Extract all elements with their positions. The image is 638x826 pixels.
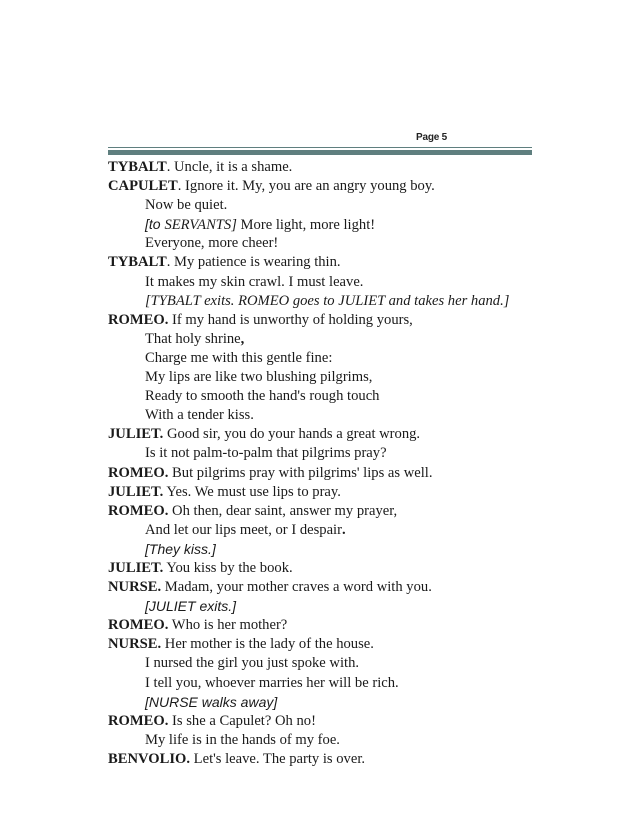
speaker-name: JULIET. xyxy=(108,426,164,443)
speaker-name: ROMEO. xyxy=(108,712,169,729)
line-text: Oh then, dear saint, answer my prayer, xyxy=(168,502,398,519)
line-text: Now be quiet. xyxy=(145,197,228,214)
speaker-name: JULIET. xyxy=(108,483,164,500)
line-text: And let our lips meet, or I despair xyxy=(145,521,342,538)
speaker-name: BENVOLIO. xyxy=(108,750,191,767)
dialogue-continuation xyxy=(108,196,532,215)
speaker-name: ROMEO. xyxy=(108,617,169,634)
line-text: My lips are like two blushing pilgrims, xyxy=(145,369,373,386)
dialogue-continuation xyxy=(108,234,532,253)
dialogue-continuation xyxy=(108,330,532,349)
line-text: Good sir, you do your hands a great wrong. xyxy=(163,426,421,443)
dialogue-continuation xyxy=(108,215,532,234)
page-number: Page 5 xyxy=(416,132,448,143)
line-text: Madam, your mother craves a word with you. xyxy=(161,579,432,596)
stage-direction xyxy=(108,597,532,616)
dialogue-line xyxy=(108,253,532,272)
dialogue-line xyxy=(108,464,532,483)
line-text: You kiss by the book. xyxy=(163,559,293,576)
stage-direction-text: [JULIET exits.] xyxy=(145,598,237,615)
header-rule-thick xyxy=(108,150,532,155)
dialogue-continuation xyxy=(108,387,532,406)
stage-direction-text: [TYBALT exits. ROMEO goes to JULIET and takes her hand.] xyxy=(145,292,510,309)
speaker-name: NURSE. xyxy=(108,579,162,596)
dialogue-continuation xyxy=(108,654,532,673)
header-rule-thin xyxy=(108,147,532,148)
speaker-name: TYBALT xyxy=(108,254,167,271)
dialogue-line xyxy=(108,616,532,635)
speaker-name: ROMEO. xyxy=(108,464,169,481)
speaker-name: CAPULET xyxy=(108,178,178,195)
line-text: My life is in the hands of my foe. xyxy=(145,731,340,748)
line-text: Is she a Capulet? Oh no! xyxy=(168,712,316,729)
speaker-name: ROMEO. xyxy=(108,502,169,519)
dialogue-continuation xyxy=(108,731,532,750)
line-punctuation: . xyxy=(341,521,346,538)
line-text: Is it not palm-to-palm that pilgrims pray? xyxy=(145,445,387,462)
line-text: If my hand is unworthy of holding yours, xyxy=(168,311,413,328)
line-text: I tell you, whoever marries her will be rich. xyxy=(145,674,399,691)
speaker-name: ROMEO. xyxy=(108,311,169,328)
dialogue-continuation xyxy=(108,674,532,693)
stage-direction-text: [NURSE walks away] xyxy=(145,693,278,710)
line-text: Charge me with this gentle fine: xyxy=(145,349,333,366)
dialogue-line xyxy=(108,483,532,502)
line-text: With a tender kiss. xyxy=(145,407,254,424)
line-text: Everyone, more cheer! xyxy=(145,235,279,252)
dialogue-continuation xyxy=(108,406,532,425)
dialogue-continuation xyxy=(108,368,532,387)
dialogue-line xyxy=(108,635,532,654)
dialogue-line xyxy=(108,177,532,196)
line-text: . Ignore it. My, you are an angry young boy. xyxy=(177,178,435,195)
stage-direction-open: [to xyxy=(145,216,165,233)
line-text: Who is her mother? xyxy=(168,617,288,634)
dialogue-continuation xyxy=(108,521,532,540)
dialogue-line xyxy=(108,158,532,177)
stage-direction-text: [They kiss.] xyxy=(145,540,216,557)
line-text: Her mother is the lady of the house. xyxy=(161,636,374,653)
line-punctuation: , xyxy=(240,330,245,347)
line-text: But pilgrims pray with pilgrims' lips as well. xyxy=(168,464,433,481)
line-text: I nursed the girl you just spoke with. xyxy=(145,655,360,672)
stage-direction xyxy=(108,693,532,712)
line-text: Yes. We must use lips to pray. xyxy=(163,483,341,500)
line-text: Let's leave. The party is over. xyxy=(190,750,366,767)
dialogue-continuation xyxy=(108,444,532,463)
dialogue-line xyxy=(108,311,532,330)
dialogue-line xyxy=(108,750,532,769)
line-text: It makes my skin crawl. I must leave. xyxy=(145,273,364,290)
speaker-name: JULIET. xyxy=(108,559,164,576)
line-text: . My patience is wearing thin. xyxy=(166,254,341,271)
line-text: More light, more light! xyxy=(236,217,376,234)
line-text: . Uncle, it is a shame. xyxy=(166,159,293,175)
script-body xyxy=(108,158,532,769)
dialogue-line xyxy=(108,425,532,444)
dialogue-line xyxy=(108,502,532,521)
speaker-name: NURSE. xyxy=(108,636,162,653)
dialogue-continuation xyxy=(108,273,532,292)
line-text: That holy shrine xyxy=(145,330,241,347)
line-text: Ready to smooth the hand's rough touch xyxy=(145,388,380,405)
stage-direction xyxy=(108,292,532,311)
dialogue-line xyxy=(108,712,532,731)
stage-direction-target: SERVANTS] xyxy=(164,217,237,234)
speaker-name: TYBALT xyxy=(108,159,167,175)
dialogue-continuation xyxy=(108,349,532,368)
dialogue-line xyxy=(108,578,532,597)
stage-direction xyxy=(108,540,532,559)
dialogue-line xyxy=(108,559,532,578)
